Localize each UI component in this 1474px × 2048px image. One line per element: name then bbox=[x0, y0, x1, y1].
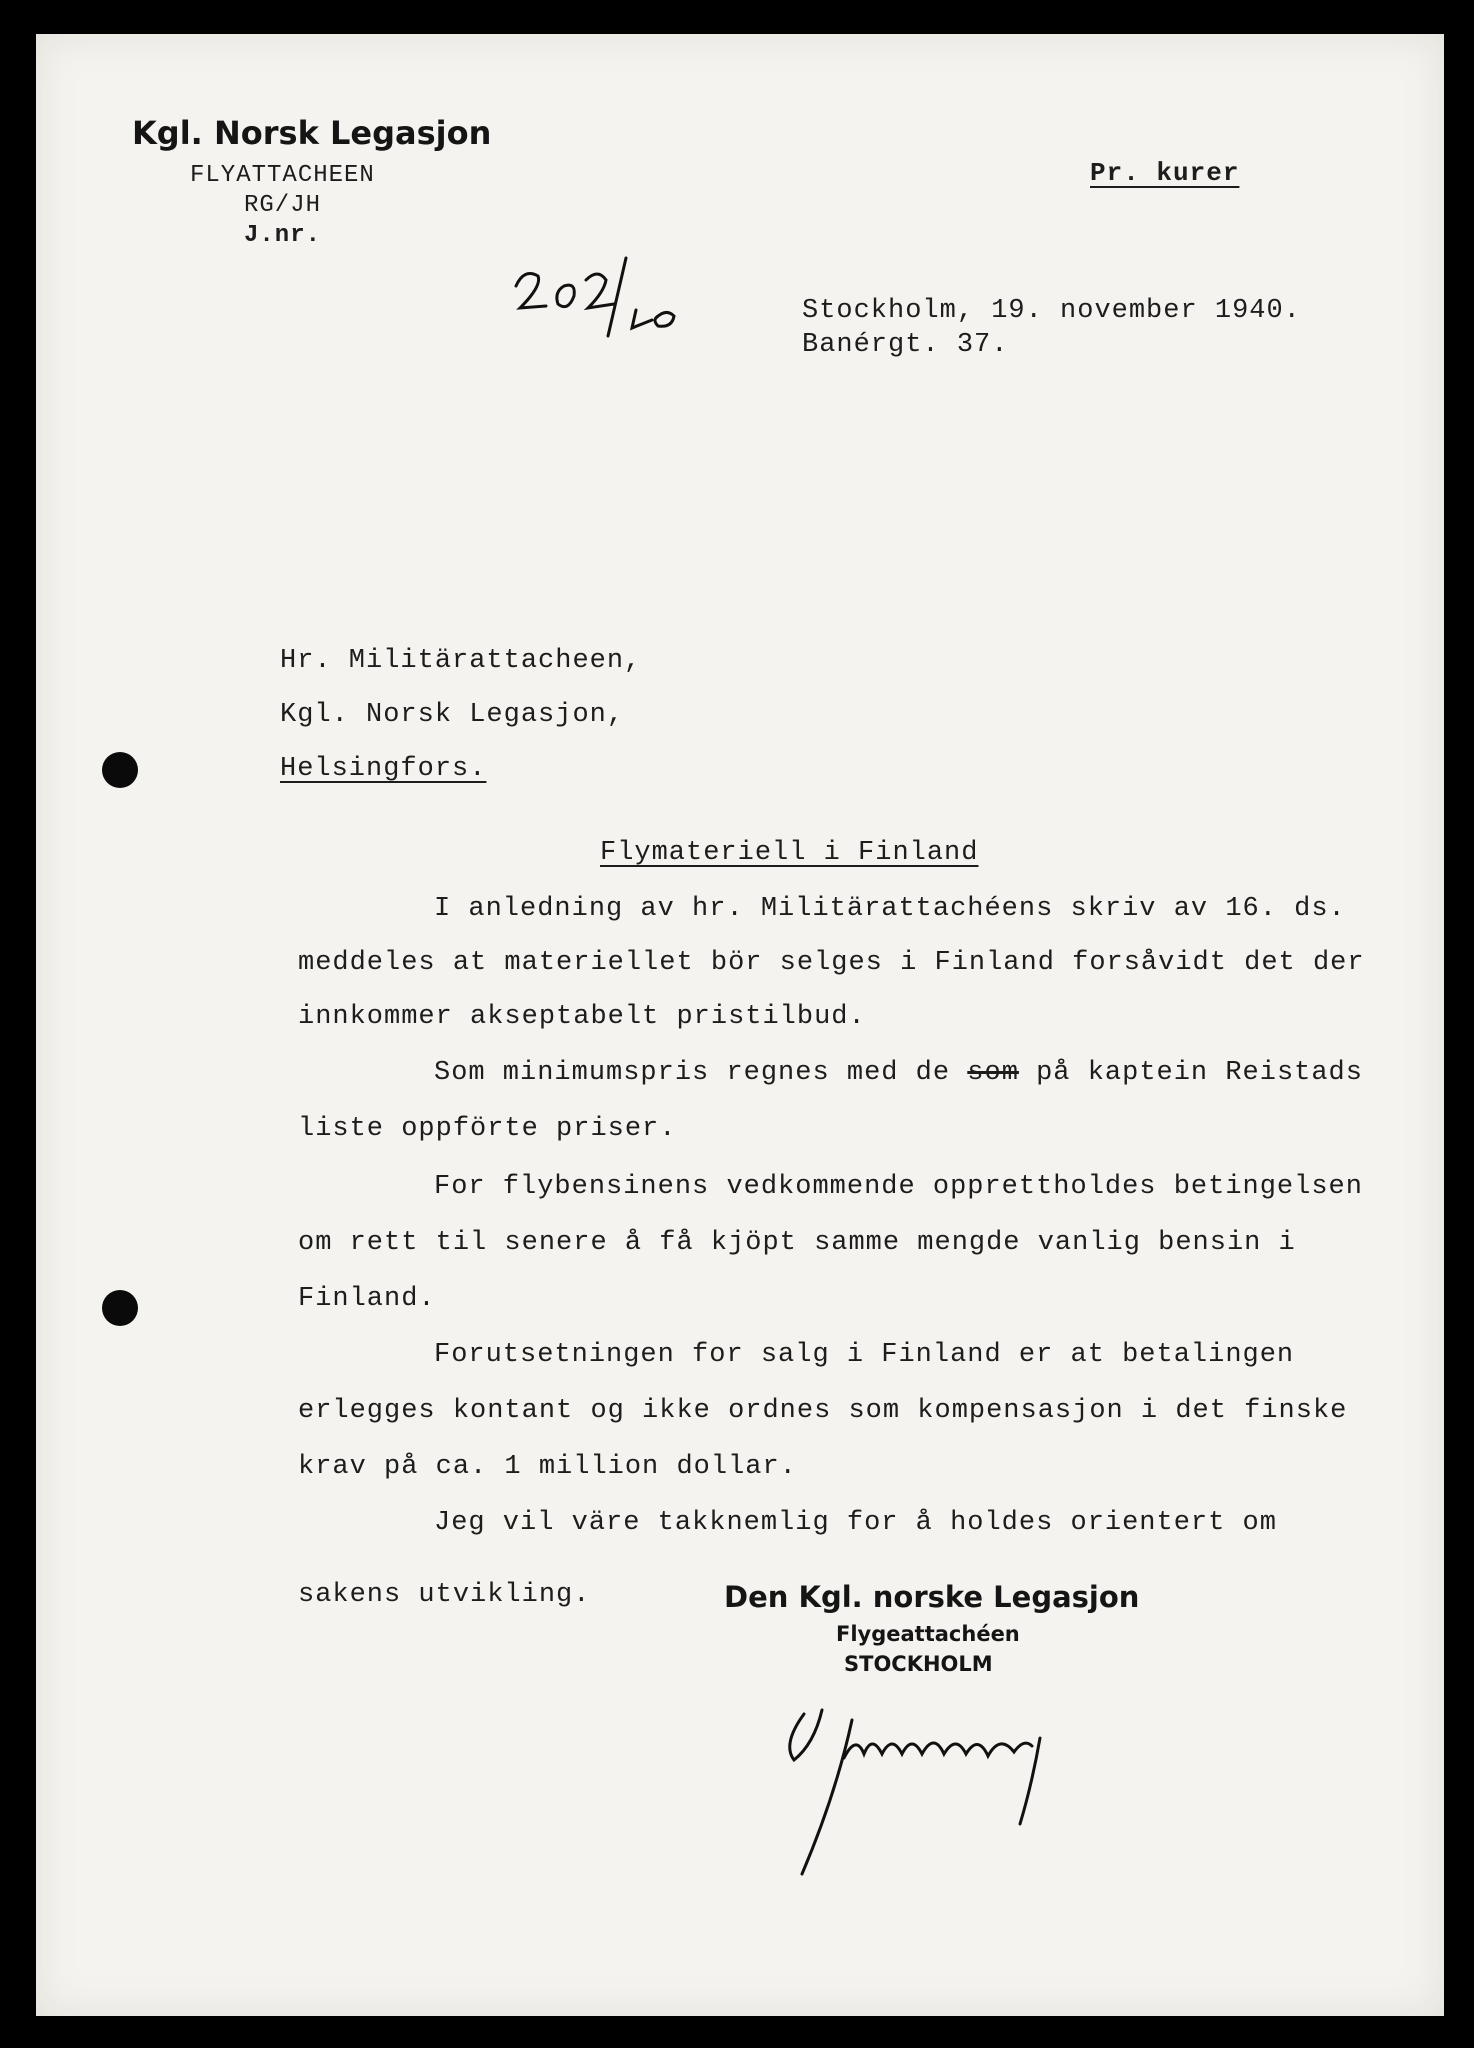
body-p4-line2: erlegges kontant og ikke ordnes som kompensasjon i det finske bbox=[298, 1396, 1348, 1426]
letter-page bbox=[36, 34, 1444, 2016]
punch-hole-bottom bbox=[102, 1290, 138, 1326]
body-p5-line1: Jeg vil väre takknemlig for å holdes orientert om bbox=[434, 1508, 1277, 1538]
letterhead-ref: RG/JH bbox=[244, 192, 322, 219]
body-p1-line1: I anledning av hr. Militärattachéens skriv av 16. ds. bbox=[434, 894, 1346, 924]
stamp-line-2: Flygeattachéen bbox=[836, 1622, 1020, 1646]
punch-hole-top bbox=[102, 752, 138, 788]
stamp-line-1: Den Kgl. norske Legasjon bbox=[724, 1580, 1140, 1614]
body-p2-line2: liste oppförte priser. bbox=[298, 1114, 677, 1144]
handwritten-signature bbox=[752, 1674, 1072, 1894]
body-p5-line2: sakens utvikling. bbox=[298, 1580, 591, 1610]
body-p1-line3: innkommer akseptabelt pristilbud. bbox=[298, 1002, 866, 1032]
sender-address: Banérgt. 37. bbox=[802, 330, 1009, 360]
recipient-line-3: Helsingfors. bbox=[280, 754, 487, 784]
body-p1-line2: meddeles at materiellet bör selges i Finland forsåvidt det der bbox=[298, 948, 1365, 978]
handwritten-journal-number bbox=[506, 246, 686, 346]
place-date: Stockholm, 19. november 1940. bbox=[802, 296, 1301, 326]
body-p3-line2: om rett til senere å få kjöpt samme mengde vanlig bensin i bbox=[298, 1228, 1296, 1258]
delivery-note: Pr. kurer bbox=[1090, 158, 1240, 188]
subject-heading: Flymateriell i Finland bbox=[600, 838, 979, 868]
body-p2-text-b: på kaptein Reistads bbox=[1018, 1058, 1363, 1088]
letterhead-org: Kgl. Norsk Legasjon bbox=[132, 114, 492, 152]
body-p2-text-a: Som minimumspris regnes med de bbox=[434, 1058, 968, 1088]
letterhead-office: FLYATTACHEEN bbox=[190, 162, 375, 189]
recipient-line-1: Hr. Militärattacheen, bbox=[280, 646, 642, 676]
body-p3-line1: For flybensinens vedkommende opprettholdes betingelsen bbox=[434, 1172, 1363, 1202]
body-p2-line1 bbox=[434, 1058, 1363, 1088]
body-p4-line3: krav på ca. 1 million dollar. bbox=[298, 1452, 797, 1482]
letterhead-journal: J.nr. bbox=[244, 222, 322, 249]
struck-word: som bbox=[967, 1058, 1019, 1088]
body-p3-line3: Finland. bbox=[298, 1284, 436, 1314]
recipient-line-2: Kgl. Norsk Legasjon, bbox=[280, 700, 625, 730]
body-p4-line1: Forutsetningen for salg i Finland er at betalingen bbox=[434, 1340, 1295, 1370]
stamp-line-3: STOCKHOLM bbox=[844, 1652, 993, 1676]
